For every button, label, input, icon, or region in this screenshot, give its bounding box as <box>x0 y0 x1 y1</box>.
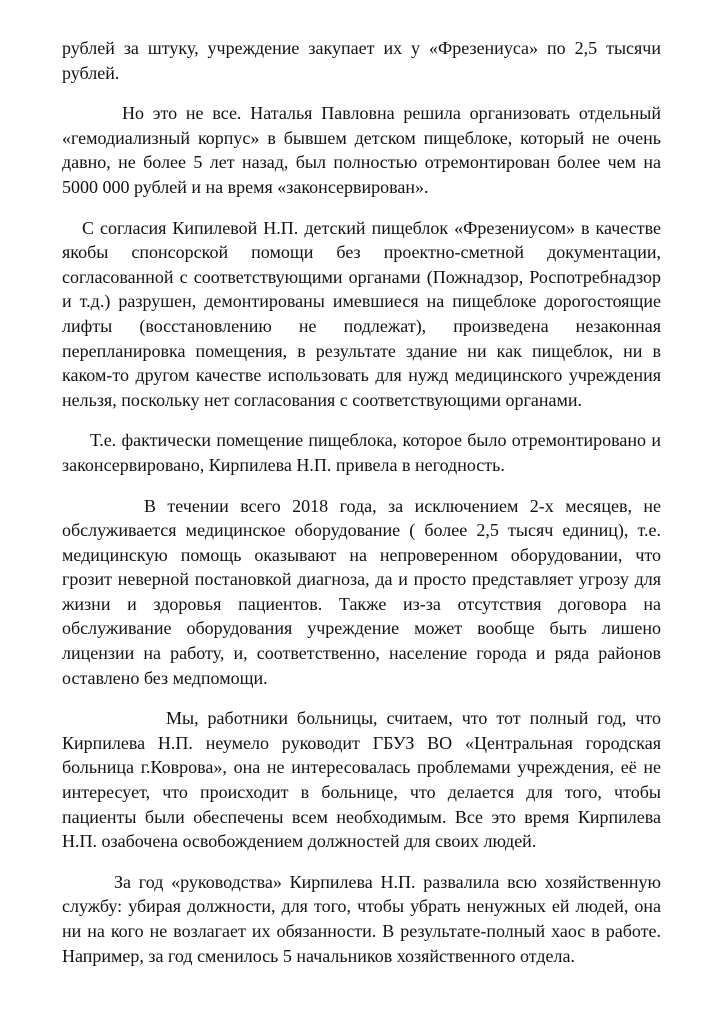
paragraph-1: рублей за штуку, учреждение закупает их у «Фрезениуса» по 2,5 тысячи рублей. <box>62 38 661 83</box>
paragraph-6: Мы, работники больницы, считаем, что тот полный год, что Кирпилева Н.П. неумело руководит ГБУЗ ВО «Центральная городская больница г.Коврова», она не интересовалась проблемами учреждения, её не интересует, что происходит в больнице, что делается для того, чтобы пациенты были обеспечены всем необходимым. Все это время Кирпилева Н.П. озабочена освобождением должностей для своих людей. <box>62 708 661 852</box>
paragraph-3: С согласия Кипилевой Н.П. детский пищеблок «Фрезениусом» в качестве якобы спонсорской помощи без проектно-сметной документации, согласованной с соответствующими органами (Пожнадзор, Роспотребнадзор и т.д.) разрушен, демонтированы имевшиеся на пищеблоке дорогостоящие лифты (восстановлению не подлежат), произведена незаконная перепланировка помещения, в результате здание ни как пищеблок, ни в каком-то другом качестве использовать для нужд медицинского учреждения нельзя, поскольку нет согласования с соответствующими органами. <box>62 217 661 410</box>
paragraph-2: Но это не все. Наталья Павловна решила организовать отдельный «гемодиализный корпус» в бывшем детском пищеблоке, который не очень давно, не более 5 лет назад, был полностью отремонтирован более чем на 5000 000 рублей и на время «законсервирован». <box>62 103 661 197</box>
paragraph-4: Т.е. фактически помещение пищеблока, которое было отремонтировано и законсервировано, Кирпилева Н.П. привела в негодность. <box>62 430 661 475</box>
paragraph-7: За год «руководства» Кирпилева Н.П. развалила всю хозяйственную службу: убирая должности, для того, чтобы убрать ненужных ей людей, она ни на кого не возлагает их обязанности. В результате-полный хаос в работе. Например, за год сменилось 5 начальников хозяйственного отдела. <box>62 871 661 966</box>
paragraph-5: В течении всего 2018 года, за исключением 2-х месяцев, не обслуживается медицинское оборудование ( более 2,5 тысяч единиц), т.е. медицинскую помощь оказывают на непроверенном оборудовании, что грозит неверной постановкой диагноза, да и просто представляет угрозу для жизни и здоровья пациентов. Также из-за отсутствия договора на обслуживание оборудования учреждение может вообще быть лишено лицензии на работу, и, соответственно, население города и ряда районов оставлено без медпомощи. <box>62 495 661 688</box>
